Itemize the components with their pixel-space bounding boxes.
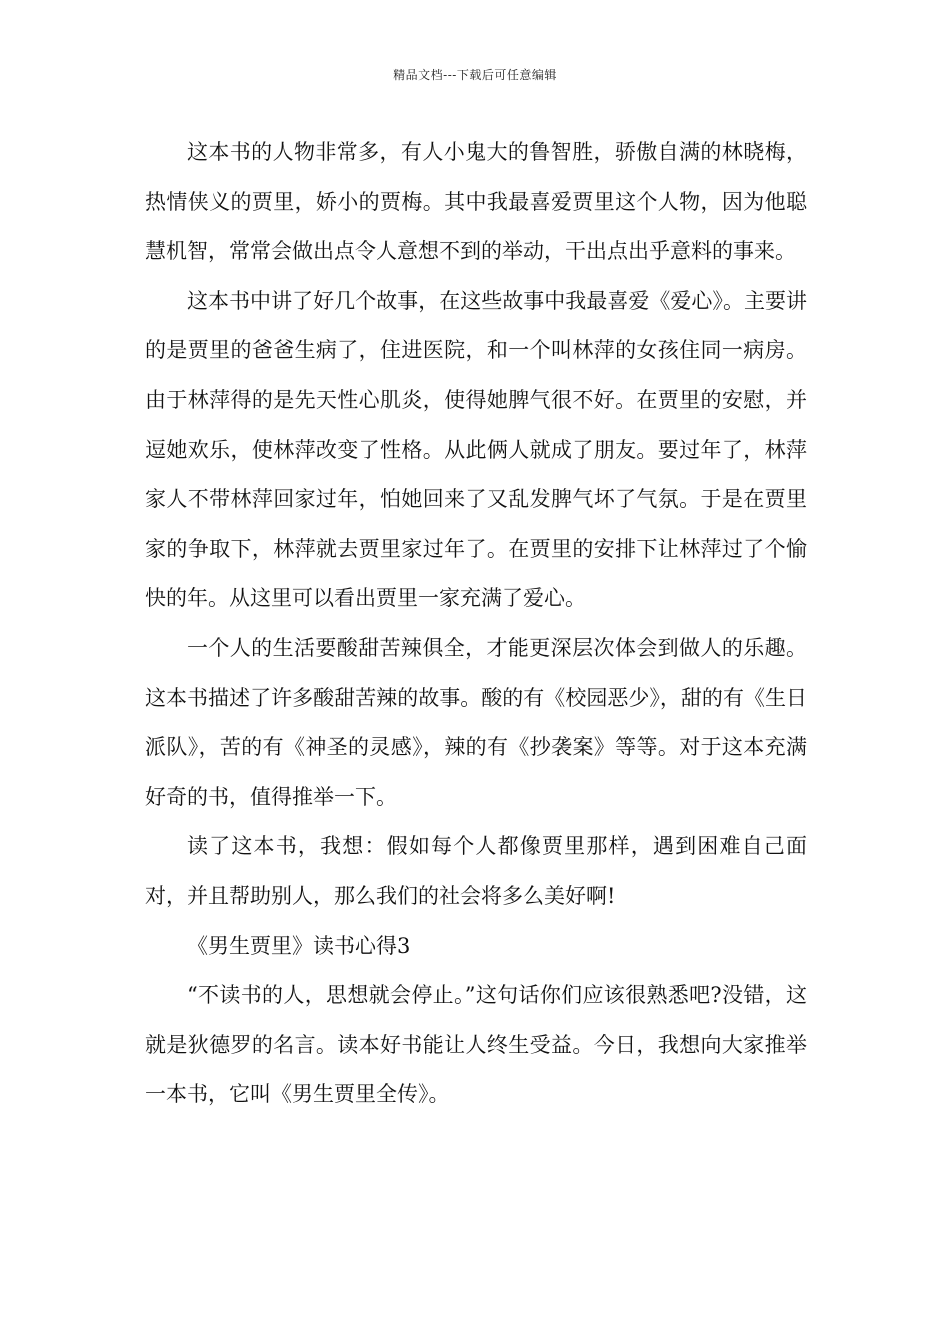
paragraph-flavors: 一个人的生活要酸甜苦辣俱全，才能更深层次体会到做人的乐趣。这本书描述了许多酸甜苦辣的故事。酸的有《校园恶少》，甜的有《生日派队》，苦的有《神圣的灵感》，辣的有《抄袭案》等等。对于这本充满好奇的书，值得推举一下。 bbox=[145, 635, 807, 809]
paragraph-stories: 这本书中讲了好几个故事，在这些故事中我最喜爱《爱心》。主要讲的是贾里的爸爸生病了，住进医院，和一个叫林萍的女孩住同一病房。由于林萍得的是先天性心肌炎，使得她脾气很不好。在贾里的安慰，并逗她欢乐，使林萍改变了性格。从此俩人就成了朋友。要过年了，林萍家人不带林萍回家过年，怕她回来了又乱发脾气坏了气氛。于是在贾里家的争取下，林萍就去贾里家过年了。在贾里的安排下让林萍过了个愉快的年。从这里可以看出贾里一家充满了爱心。 bbox=[145, 288, 807, 611]
paragraph-reflection: 读了这本书，我想：假如每个人都像贾里那样，遇到困难自己面对，并且帮助别人，那么我们的社会将多么美好啊! bbox=[145, 834, 807, 908]
document-body bbox=[145, 128, 807, 1120]
paragraph-recommendation: “不读书的人，思想就会停止。”这句话你们应该很熟悉吧?没错，这就是狄德罗的名言。读本好书能让人终生受益。今日，我想向大家推举一本书，它叫《男生贾里全传》。 bbox=[145, 983, 807, 1107]
paragraph-characters: 这本书的人物非常多，有人小鬼大的鲁智胜，骄傲自满的林晓梅，热情侠义的贾里，娇小的贾梅。其中我最喜爱贾里这个人物，因为他聪慧机智，常常会做出点令人意想不到的举动，干出点出乎意料的事来。 bbox=[145, 140, 807, 264]
section-title: 《男生贾里》读书心得3 bbox=[187, 933, 411, 958]
page-header: 精品文档---下载后可任意编辑 bbox=[393, 68, 557, 82]
